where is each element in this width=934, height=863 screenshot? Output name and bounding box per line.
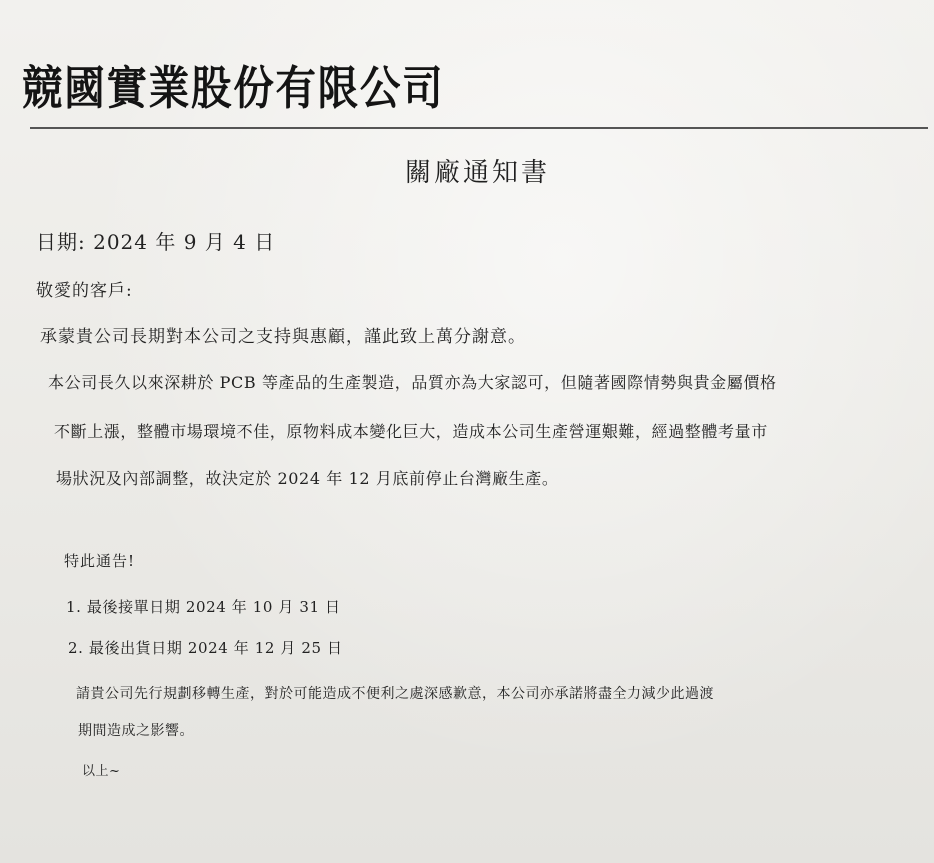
list-item-last-shipment: 2. 最後出貨日期 2024 年 12 月 25 日 bbox=[68, 639, 343, 657]
greeting: 敬愛的客戶: bbox=[36, 281, 133, 301]
paragraph-reason-line-1: 本公司長久以來深耕於 PCB 等產品的生產製造，品質亦為大家認可，但隨著國際情勢與貴金屬價格 bbox=[48, 373, 777, 392]
header-divider bbox=[30, 127, 928, 129]
list-item-last-order: 1. 最後接單日期 2024 年 10 月 31 日 bbox=[66, 598, 341, 616]
paragraph-reason-line-3: 場狀況及內部調整，故決定於 2024 年 12 月底前停止台灣廠生產。 bbox=[56, 469, 559, 488]
date-line: 日期: 2024 年 9 月 4 日 bbox=[36, 230, 276, 254]
notice-heading: 特此通告! bbox=[64, 552, 136, 570]
notice-title: 關廠通知書 bbox=[405, 158, 551, 188]
paragraph-thanks: 承蒙貴公司長期對本公司之支持與惠顧，謹此致上萬分謝意。 bbox=[40, 327, 526, 347]
paragraph-reason-line-2: 不斷上漲，整體市場環境不佳，原物料成本變化巨大，造成本公司生產營運艱難，經過整體考量市 bbox=[54, 422, 768, 441]
paragraph-apology-line-1: 請貴公司先行規劃移轉生產，對於可能造成不便利之處深感歉意，本公司亦承諾將盡全力減少此過渡 bbox=[76, 686, 714, 702]
company-name-heading: 競國實業股份有限公司 bbox=[22, 61, 445, 115]
closing: 以上~ bbox=[82, 764, 121, 779]
paragraph-apology-line-2: 期間造成之影響。 bbox=[78, 723, 194, 739]
